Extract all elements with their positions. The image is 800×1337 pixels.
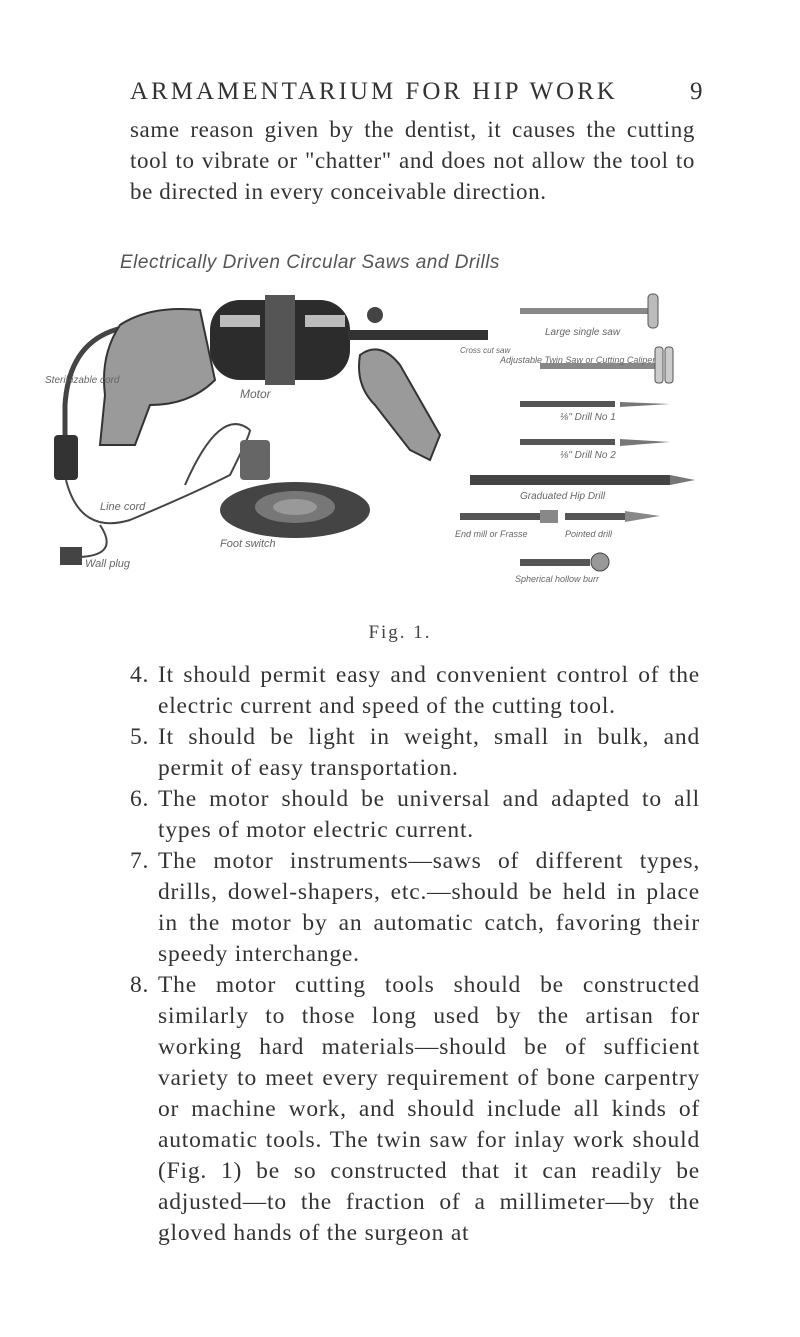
label-motor: Motor [240, 387, 271, 401]
list-item-text: The motor instruments—saws of different types, drills, dowel-shapers, etc.—should be held in place in the motor by an automatic catch, favoring their speedy interchange. [158, 848, 700, 967]
tool-spherical-burr [520, 553, 609, 571]
label-graduated-hip-drill: Graduated Hip Drill [520, 491, 606, 502]
figure-illustration [40, 285, 720, 605]
list-item [130, 970, 700, 1249]
list-item-text: It should be light in weight, small in bulk, and permit of easy transportation. [158, 724, 700, 781]
tool-drill-no2 [520, 439, 670, 446]
list-item [130, 846, 700, 970]
label-drill-no1: ⅛" Drill No 1 [560, 412, 616, 423]
tool-end-mill [460, 510, 558, 523]
wall-plug-icon [60, 547, 82, 565]
tool-large-single-saw [520, 294, 658, 328]
list-item [130, 784, 700, 846]
label-sterilizable-cord: Steril-izable cord [45, 375, 120, 386]
list-item-text: The motor should be universal and adapted to all types of motor electric current. [158, 786, 700, 843]
running-title: ARMAMENTARIUM FOR HIP WORK [130, 78, 618, 105]
label-spherical-burr: Spherical hollow burr [515, 574, 600, 584]
tool-twin-saw [540, 347, 673, 383]
list-item-number: 6. [130, 786, 150, 812]
label-foot-switch: Foot switch [220, 538, 276, 550]
figure-title: Electrically Driven Circular Saws and Drills [120, 252, 500, 273]
figure-caption: Fig. 1. [368, 622, 432, 643]
label-line-cord: Line cord [100, 501, 146, 513]
right-gloved-hand-icon [359, 349, 440, 460]
tool-graduated-hip-drill [470, 475, 695, 485]
label-adjustable-twin-saw: Adjustable Twin Saw or Cutting Caliper [500, 355, 656, 365]
label-wall-plug: Wall plug [85, 558, 131, 570]
list-item-number: 5. [130, 724, 150, 750]
list-item [130, 660, 700, 722]
label-end-mill: End mill or Frasse [455, 529, 528, 539]
list-item-number: 8. [130, 972, 150, 998]
list-item-number: 4. [130, 662, 150, 688]
tool-drill-no1 [520, 401, 670, 407]
requirements-list [130, 660, 700, 1249]
label-drill-no2: ⅛" Drill No 2 [560, 450, 616, 461]
label-pointed-drill: Pointed drill [565, 529, 613, 539]
list-item-text: The motor cutting tools should be constructed similarly to those long used by the artisan for working hard materials—should be of sufficient variety to meet every requirement of bone carpentry or machine work, and should include all kinds of automatic tools. The twin saw for inlay work should (Fig. 1) be so constructed that it can readily be adjusted—to the fraction of a millimeter—by the gloved hands of the surgeon at [158, 972, 700, 1246]
tool-pointed-drill [565, 511, 660, 522]
cord-connector [54, 435, 78, 480]
list-item-number: 7. [130, 848, 150, 874]
intro-paragraph: same reason given by the dentist, it causes the cutting tool to vibrate or "chatter" and does not allow the tool to be directed in every conceivable direction. [130, 117, 695, 204]
label-large-single-saw: Large single saw [545, 327, 621, 338]
handpiece [348, 330, 488, 340]
label-cross-cut-saw: Cross cut saw [460, 346, 511, 355]
page-number: 9 [690, 78, 703, 105]
list-item-text: It should permit easy and convenient control of the electric current and speed of the cutting tool. [158, 662, 700, 719]
list-item [130, 722, 700, 784]
